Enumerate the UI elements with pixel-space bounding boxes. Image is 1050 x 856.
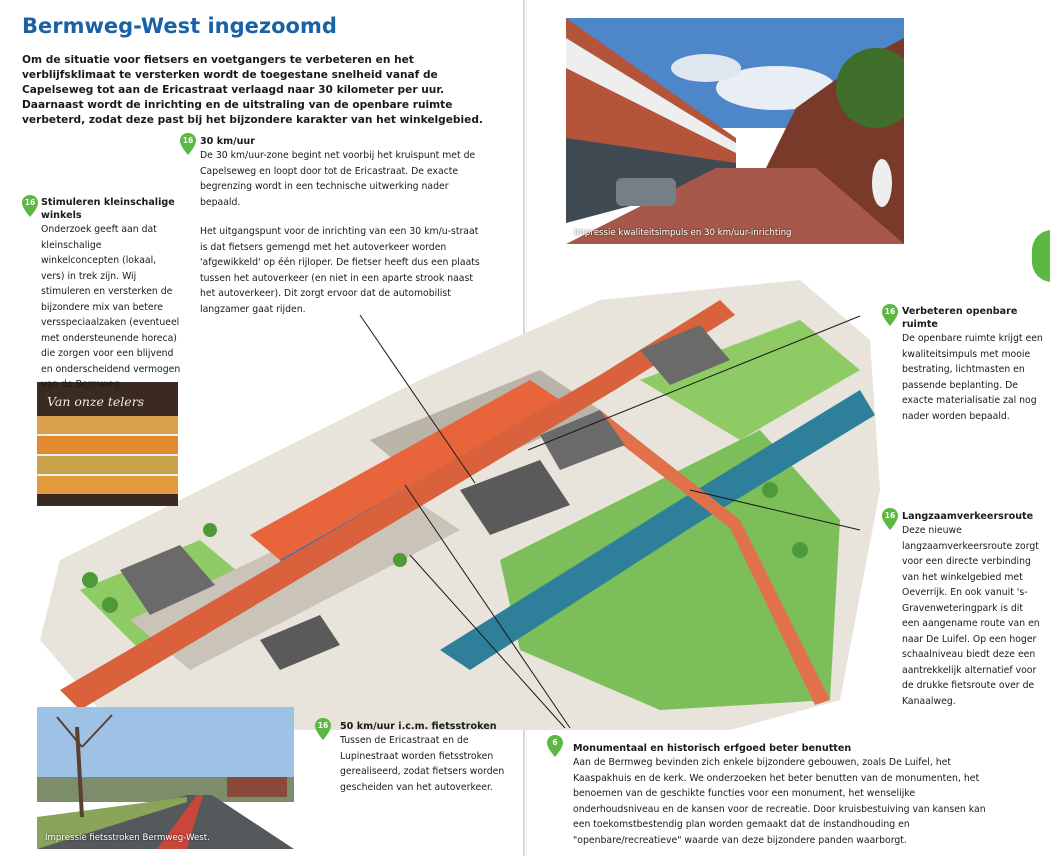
pin-langzaam [882,508,898,530]
section-fietsstroken-text: Tussen de Ericastraat en de Lupinestraat worden fietsstroken gerealiseerd, zodat fietsers worden gescheiden van het autoverkeer. [340,735,505,793]
pin-monument [547,735,563,757]
street-photo-caption: Impressie kwaliteitsimpuls en 30 km/uur-inrichting [574,228,792,238]
page-tab-marker [1032,230,1050,282]
pin-zone30 [180,133,196,155]
pin-zone30-number: 16 [182,136,194,145]
section-zone30-p2: Het uitgangspunt voor de inrichting van een 30 km/u-straat is dat fietsers gemengd met het autoverkeer worden 'afgewikkeld' op één rijloper. De fietser heeft dus een plaats tussen het autoverkeer (en niet in een aparte strook naast het autoverkeer). Dit zorgt ervoor dat de automobilist langzamer gaat rijden. [200,226,480,315]
section-langzaam-title: Langzaamverkeersroute [902,511,1034,522]
pin-monument-number: 6 [552,738,558,747]
intro-paragraph: Om de situatie voor fietsers en voetgangers te verbeteren en het verblijfsklimaat te versterken wordt de toegestane snelheid vanaf de Capelseweg tot aan de Ericastraat verlaagd naar 30 kilometer per uur. Daarnaast wordt de inrichting en de uitstraling van de openbare ruimte verbeterd, zodat deze past bij het bijzondere karakter van het winkelgebied. [22,54,483,126]
pin-winkels-number: 16 [24,198,36,207]
bikelane-photo-caption: Impressie fietsstroken Bermweg-West. [45,833,210,843]
section-langzaam [902,510,1042,709]
section-fietsstroken-title: 50 km/uur i.c.m. fietsstroken [340,721,497,732]
section-winkels-title: Stimuleren kleinschalige winkels [41,197,175,221]
pin-langzaam-number: 16 [884,511,896,520]
section-openbare-title: Verbeteren openbare ruimte [902,306,1018,330]
section-monument [573,742,993,848]
section-langzaam-text: Deze nieuwe langzaamverkeersroute zorgt voor een directe verbinding van het winkelgebied met Oeverrijk. En ook vanuit 's-Gravenweteringpark is dit een aangename route van en naar De Luifel. Op een hoger schaalniveau biedt deze een aantrekkelijk alternatief voor de drukke fietsroute over de Kanaalweg. [902,525,1040,707]
market-sign: Van onze telers [47,394,145,409]
market-photo [37,382,178,506]
section-zone30-title: 30 km/uur [200,136,255,147]
pin-openbare [882,304,898,326]
section-fietsstroken [340,720,510,795]
section-winkels [41,196,181,393]
pin-winkels [22,195,38,217]
section-monument-title: Monumentaal en historisch erfgoed beter benutten [573,743,852,754]
section-winkels-text: Onderzoek geeft aan dat kleinschalige winkelconcepten (lokaal, vers) in trek zijn. Wij stimuleren en versterken de bijzondere mix van betere versspeciaalzaken (eventueel met ondersteunende horeca) die zorgen voor een blijvend en onderscheidend vermogen van de Bermweg. [41,224,181,390]
section-monument-text: Aan de Bermweg bevinden zich enkele bijzondere gebouwen, zoals De Luifel, het Kaaspakhuis en de kerk. We onderzoeken het beter benutten van de monumenten, het benoemen van de geschikte functies voor een monument, het wenselijke onderhoudsniveau en de kansen voor de recreatie. Door kruisbestuiving van kansen kan een toekomstbestendig plan worden gemaakt dat de instandhouding en "openbare/recreatieve" waarde van deze bijzondere panden waarborgt. [573,757,986,846]
section-zone30 [200,135,485,317]
page-title: Bermweg-West ingezoomd [22,14,337,38]
pin-openbare-number: 16 [884,307,896,316]
section-zone30-p1: De 30 km/uur-zone begint net voorbij het kruispunt met de Capelseweg en loopt door tot de Ericastraat. De exacte begrenzing wordt in een technische uitwerking nader bepaald. [200,150,476,208]
pin-fietsstroken-number: 16 [317,721,329,730]
street-photo [566,18,904,244]
pin-fietsstroken [315,718,331,740]
section-openbare [902,305,1044,424]
section-openbare-text: De openbare ruimte krijgt een kwaliteitsimpuls met mooie bestrating, lichtmasten en passende beplanting. De exacte materialisatie zal nog nader worden bepaald. [902,333,1043,422]
bikelane-photo [37,707,294,849]
